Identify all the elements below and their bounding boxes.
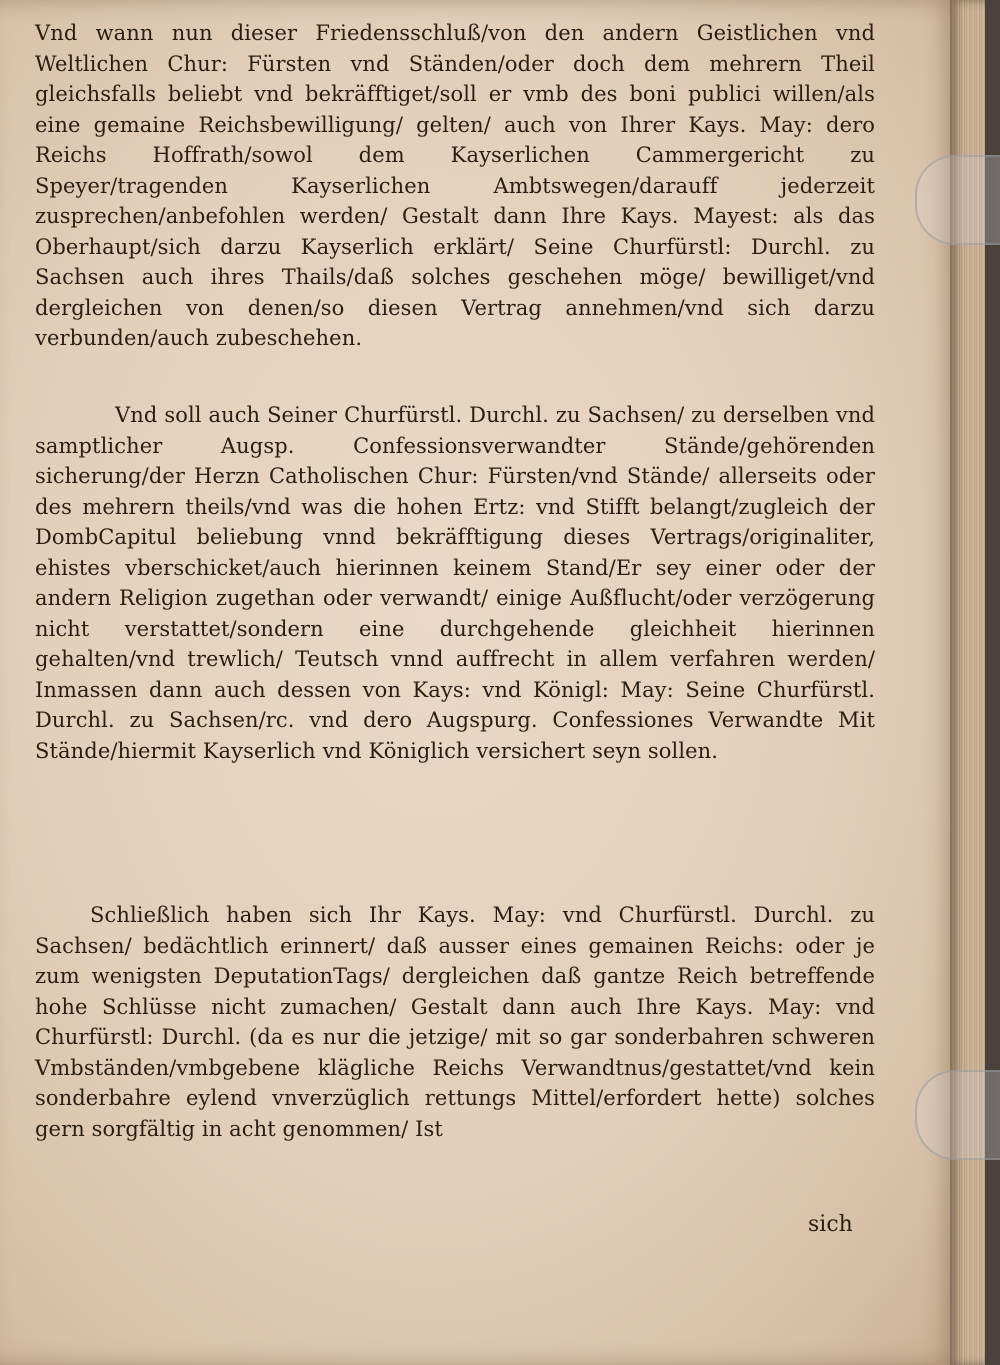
- page-clip-bottom: [915, 1070, 1000, 1160]
- paragraph-2: Vnd soll auch Seiner Churfürstl. Durchl. zu Sachsen/ zu derselben vnd samptlicher Augsp. Confessionsverwandter Stände/gehörenden sicherung/der Herzn Catholischen Chur: Fürsten/vnd Stände/ allerseits oder des mehrern theils/vnd was die hohen Ertz: vnd Stifft belangt/zugleich der DombCapitul beliebung vnnd bekräfftigung dieses Vertrags/originaliter, ehistes vberschicket/auch hierinnen keinem Stand/Er sey einer oder der andern Religion zugethan oder verwandt/ einige Außflucht/oder verzögerung nicht verstattet/sondern eine durchgehende gleichheit hierinnen gehalten/vnd trewlich/ Teutsch vnnd auffrecht in allem verfahren werden/ Inmassen dann auch dessen von Kays: vnd Königl: May: Seine Churfürstl. Durchl. zu Sachsen/rc. vnd dero Augspurg. Confessiones Verwandte Mit Stände/hiermit Kayserlich vnd Königlich versichert seyn sollen.: [35, 403, 875, 763]
- paragraph-3: Schließlich haben sich Ihr Kays. May: vnd Churfürstl. Durchl. zu Sachsen/ bedächtlich erinnert/ daß ausser eines gemainen Reichs: oder je zum wenigsten DeputationTags/ dergleichen daß gantze Reich betreffende hohe Schlüsse nicht zumachen/ Gestalt dann auch Ihre Kays. May: vnd Churfürstl: Durchl. (da es nur die jetzige/ mit so gar sonderbahren schweren Vmbständen/vmbgebene klägliche Reichs Verwandtnus/gestattet/vnd kein sonderbahre eylend vnverzüglich rettungs Mittel/erfordert hette) solches gern sorgfältig in acht genommen/ Ist: [35, 903, 875, 1141]
- catchword: sich: [808, 1212, 853, 1237]
- page-clip-top: [915, 155, 1000, 245]
- paragraph-1: Vnd wann nun dieser Friedensschluß/von den andern Geistlichen vnd Weltlichen Chur: Fürsten vnd Ständen/oder doch dem mehrern Theil gleichsfalls beliebt vnd bekräfftiget/soll er vmb des boni publici willen/als eine gemaine Reichsbewilligung/ gelten/ auch von Ihrer Kays. May: dero Reichs Hoffrath/sowol dem Kayserlichen Cammergericht zu Speyer/tragenden Kayserlichen Ambtswegen/darauff jederzeit zusprechen/anbefohlen werden/ Gestalt dann Ihre Kays. Mayest: als das Oberhaupt/sich darzu Kayserlich erklärt/ Seine Churfürstl: Durchl. zu Sachsen auch ihres Thails/daß solches geschehen möge/ bewilliget/vnd dergleichen von denen/so diesen Vertrag annehmen/vnd sich darzu verbunden/auch zubeschehen.: [35, 21, 875, 350]
